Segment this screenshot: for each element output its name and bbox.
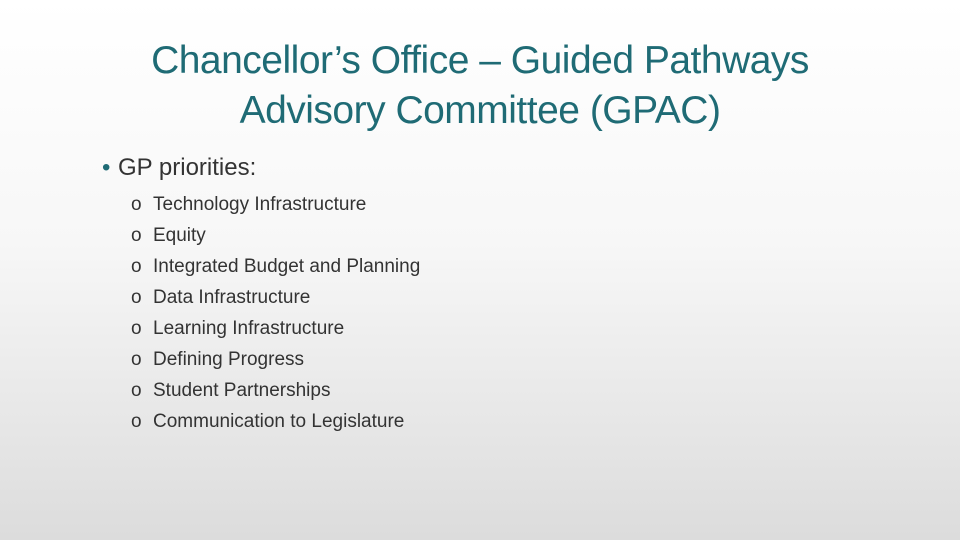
list-item [131, 282, 420, 313]
list-marker: o [131, 318, 142, 339]
list-item-text: Learning Infrastructure [153, 318, 345, 339]
bullet-marker: • [102, 154, 111, 181]
list-marker: o [131, 380, 142, 401]
slide-title-line1: Chancellor’s Office – Guided Pathways [151, 39, 809, 82]
list-item [131, 375, 420, 406]
list-marker: o [131, 411, 142, 432]
list-item [131, 220, 420, 251]
list-item-text: Technology Infrastructure [153, 194, 367, 215]
main-bullet-text: GP priorities: [118, 154, 257, 181]
list-marker: o [131, 225, 142, 246]
list-item [131, 344, 420, 375]
list-item-text: Defining Progress [153, 349, 305, 370]
list-item-text: Integrated Budget and Planning [153, 256, 421, 277]
list-item-text: Student Partnerships [153, 380, 331, 401]
list-item [131, 189, 420, 220]
list-marker: o [131, 194, 142, 215]
priority-list [131, 189, 420, 437]
list-item [131, 313, 420, 344]
list-item-text: Data Infrastructure [153, 287, 311, 308]
list-marker: o [131, 256, 142, 277]
slide-title [80, 36, 880, 136]
list-item [131, 251, 420, 282]
list-marker: o [131, 349, 142, 370]
slide-title-line2: Advisory Committee (GPAC) [239, 89, 721, 132]
list-item [131, 406, 420, 437]
list-marker: o [131, 287, 142, 308]
list-item-text: Communication to Legislature [153, 411, 405, 432]
main-bullet [102, 154, 256, 182]
list-item-text: Equity [153, 225, 206, 246]
